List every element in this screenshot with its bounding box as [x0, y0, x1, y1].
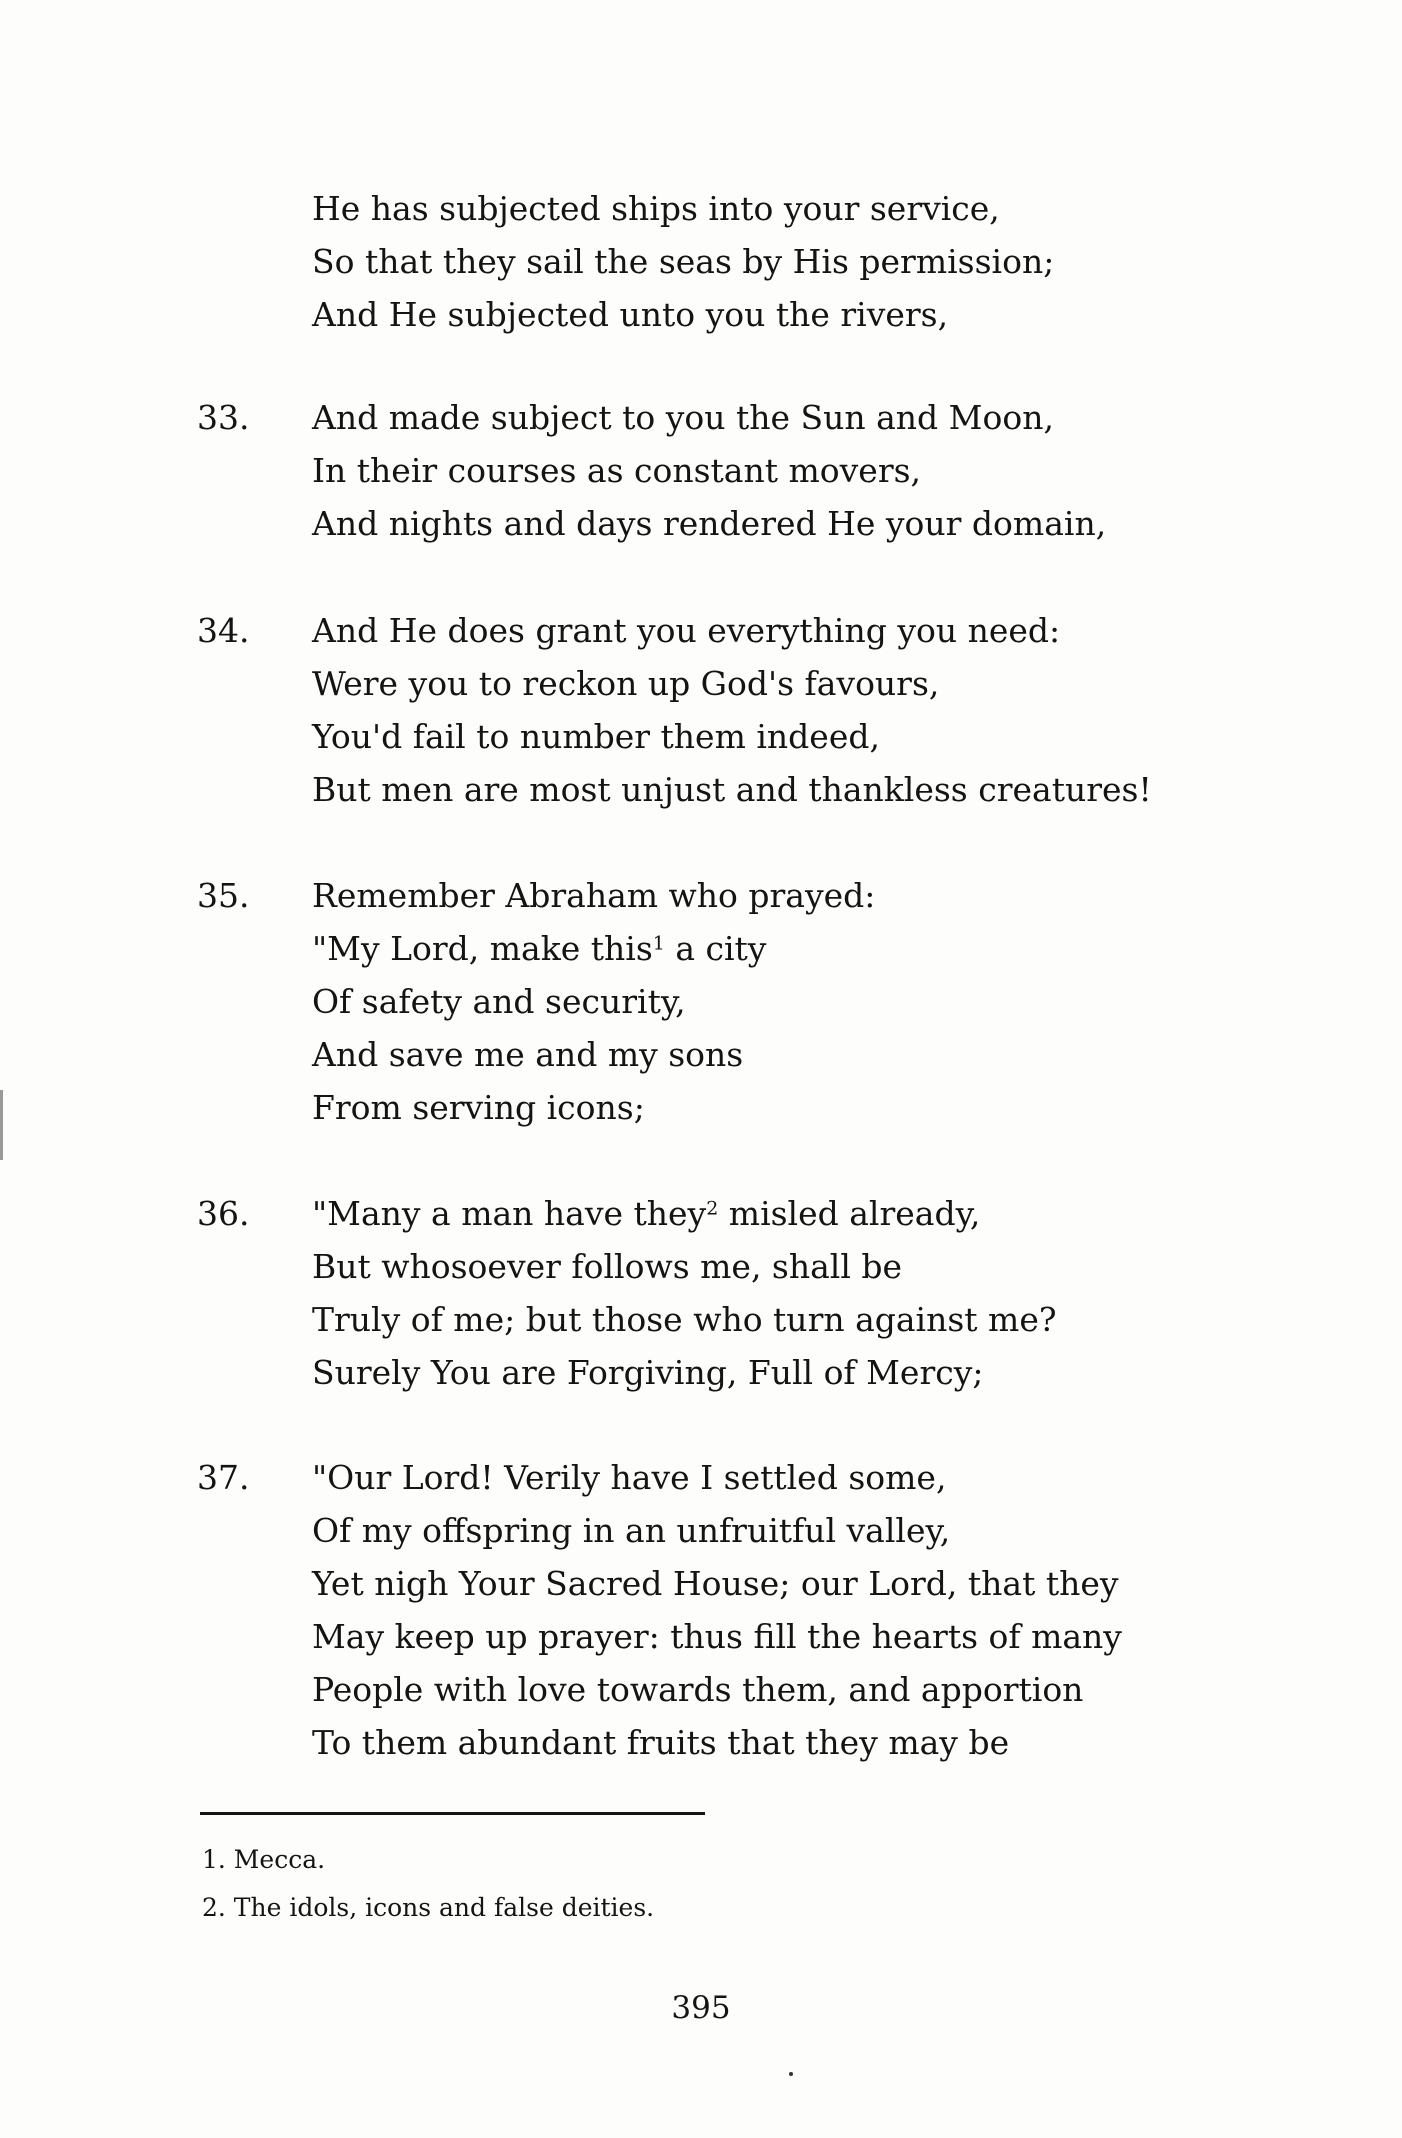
verse-line: He has subjected ships into your service,: [312, 189, 1000, 228]
footnote: 1. Mecca.: [202, 1845, 326, 1874]
verse-line: People with love towards them, and apportion: [312, 1670, 1084, 1709]
verse-line: In their courses as constant movers,: [312, 451, 922, 490]
verse-line: Remember Abraham who prayed:: [312, 876, 876, 915]
verse-line: "Our Lord! Verily have I settled some,: [312, 1458, 947, 1497]
verse-line: And nights and days rendered He your domain,: [312, 504, 1107, 543]
footnote: 2. The idols, icons and false deities.: [202, 1893, 655, 1922]
verse-line: From serving icons;: [312, 1088, 645, 1127]
footnotes: [202, 1836, 1202, 1932]
verse-line: Of my offspring in an unfruitful valley,: [312, 1511, 951, 1550]
verse-line-text: "My Lord, make this: [312, 929, 653, 968]
verse-line: May keep up prayer: thus fill the hearts of many: [312, 1617, 1122, 1656]
verse-line: And save me and my sons: [312, 1035, 744, 1074]
verse-number: 33.: [197, 398, 250, 437]
scan-dot-mark: [789, 2072, 793, 2076]
verse-line: To them abundant fruits that they may be: [312, 1723, 1010, 1762]
verse-line-text: "Many a man have they: [312, 1194, 707, 1233]
verse-line: Were you to reckon up God's favours,: [312, 664, 940, 703]
verse-line: Surely You are Forgiving, Full of Mercy;: [312, 1353, 984, 1392]
stanza-lines: [312, 869, 1322, 1134]
verse-number: 36.: [197, 1194, 250, 1233]
verse-line: Truly of me; but those who turn against me?: [312, 1300, 1057, 1339]
verse-line: You'd fail to number them indeed,: [312, 717, 880, 756]
verse-line-text: misled already,: [718, 1194, 981, 1233]
verse-number: 34.: [197, 611, 250, 650]
footnote-ref: 2: [706, 1197, 719, 1220]
verse-number: 35.: [197, 876, 250, 915]
footnote-divider: [200, 1812, 705, 1815]
verse-line: And He subjected unto you the rivers,: [312, 295, 949, 334]
verse-line: Yet nigh Your Sacred House; our Lord, that they: [312, 1564, 1119, 1603]
verse-line: Of safety and security,: [312, 982, 686, 1021]
verse-line: [312, 1187, 1322, 1240]
verse-line: [312, 922, 1322, 975]
verse-line: And made subject to you the Sun and Moon,: [312, 398, 1054, 437]
stanza-lines: [312, 1451, 1322, 1769]
stanza-lines: [312, 391, 1322, 550]
verse-number: 37.: [197, 1458, 250, 1497]
page-number: 395: [671, 1990, 731, 2026]
verse-line: But whosoever follows me, shall be: [312, 1247, 903, 1286]
verse-line-text: a city: [664, 929, 767, 968]
verse-line: So that they sail the seas by His permission;: [312, 242, 1055, 281]
stanza-lines: [312, 182, 1322, 341]
stanza-lines: [312, 1187, 1322, 1399]
stanza-lines: [312, 604, 1322, 816]
footnote-ref: 1: [652, 932, 665, 955]
scan-edge-mark: [0, 1090, 3, 1160]
verse-line: But men are most unjust and thankless creatures!: [312, 770, 1152, 809]
verse-line: And He does grant you everything you need:: [312, 611, 1061, 650]
